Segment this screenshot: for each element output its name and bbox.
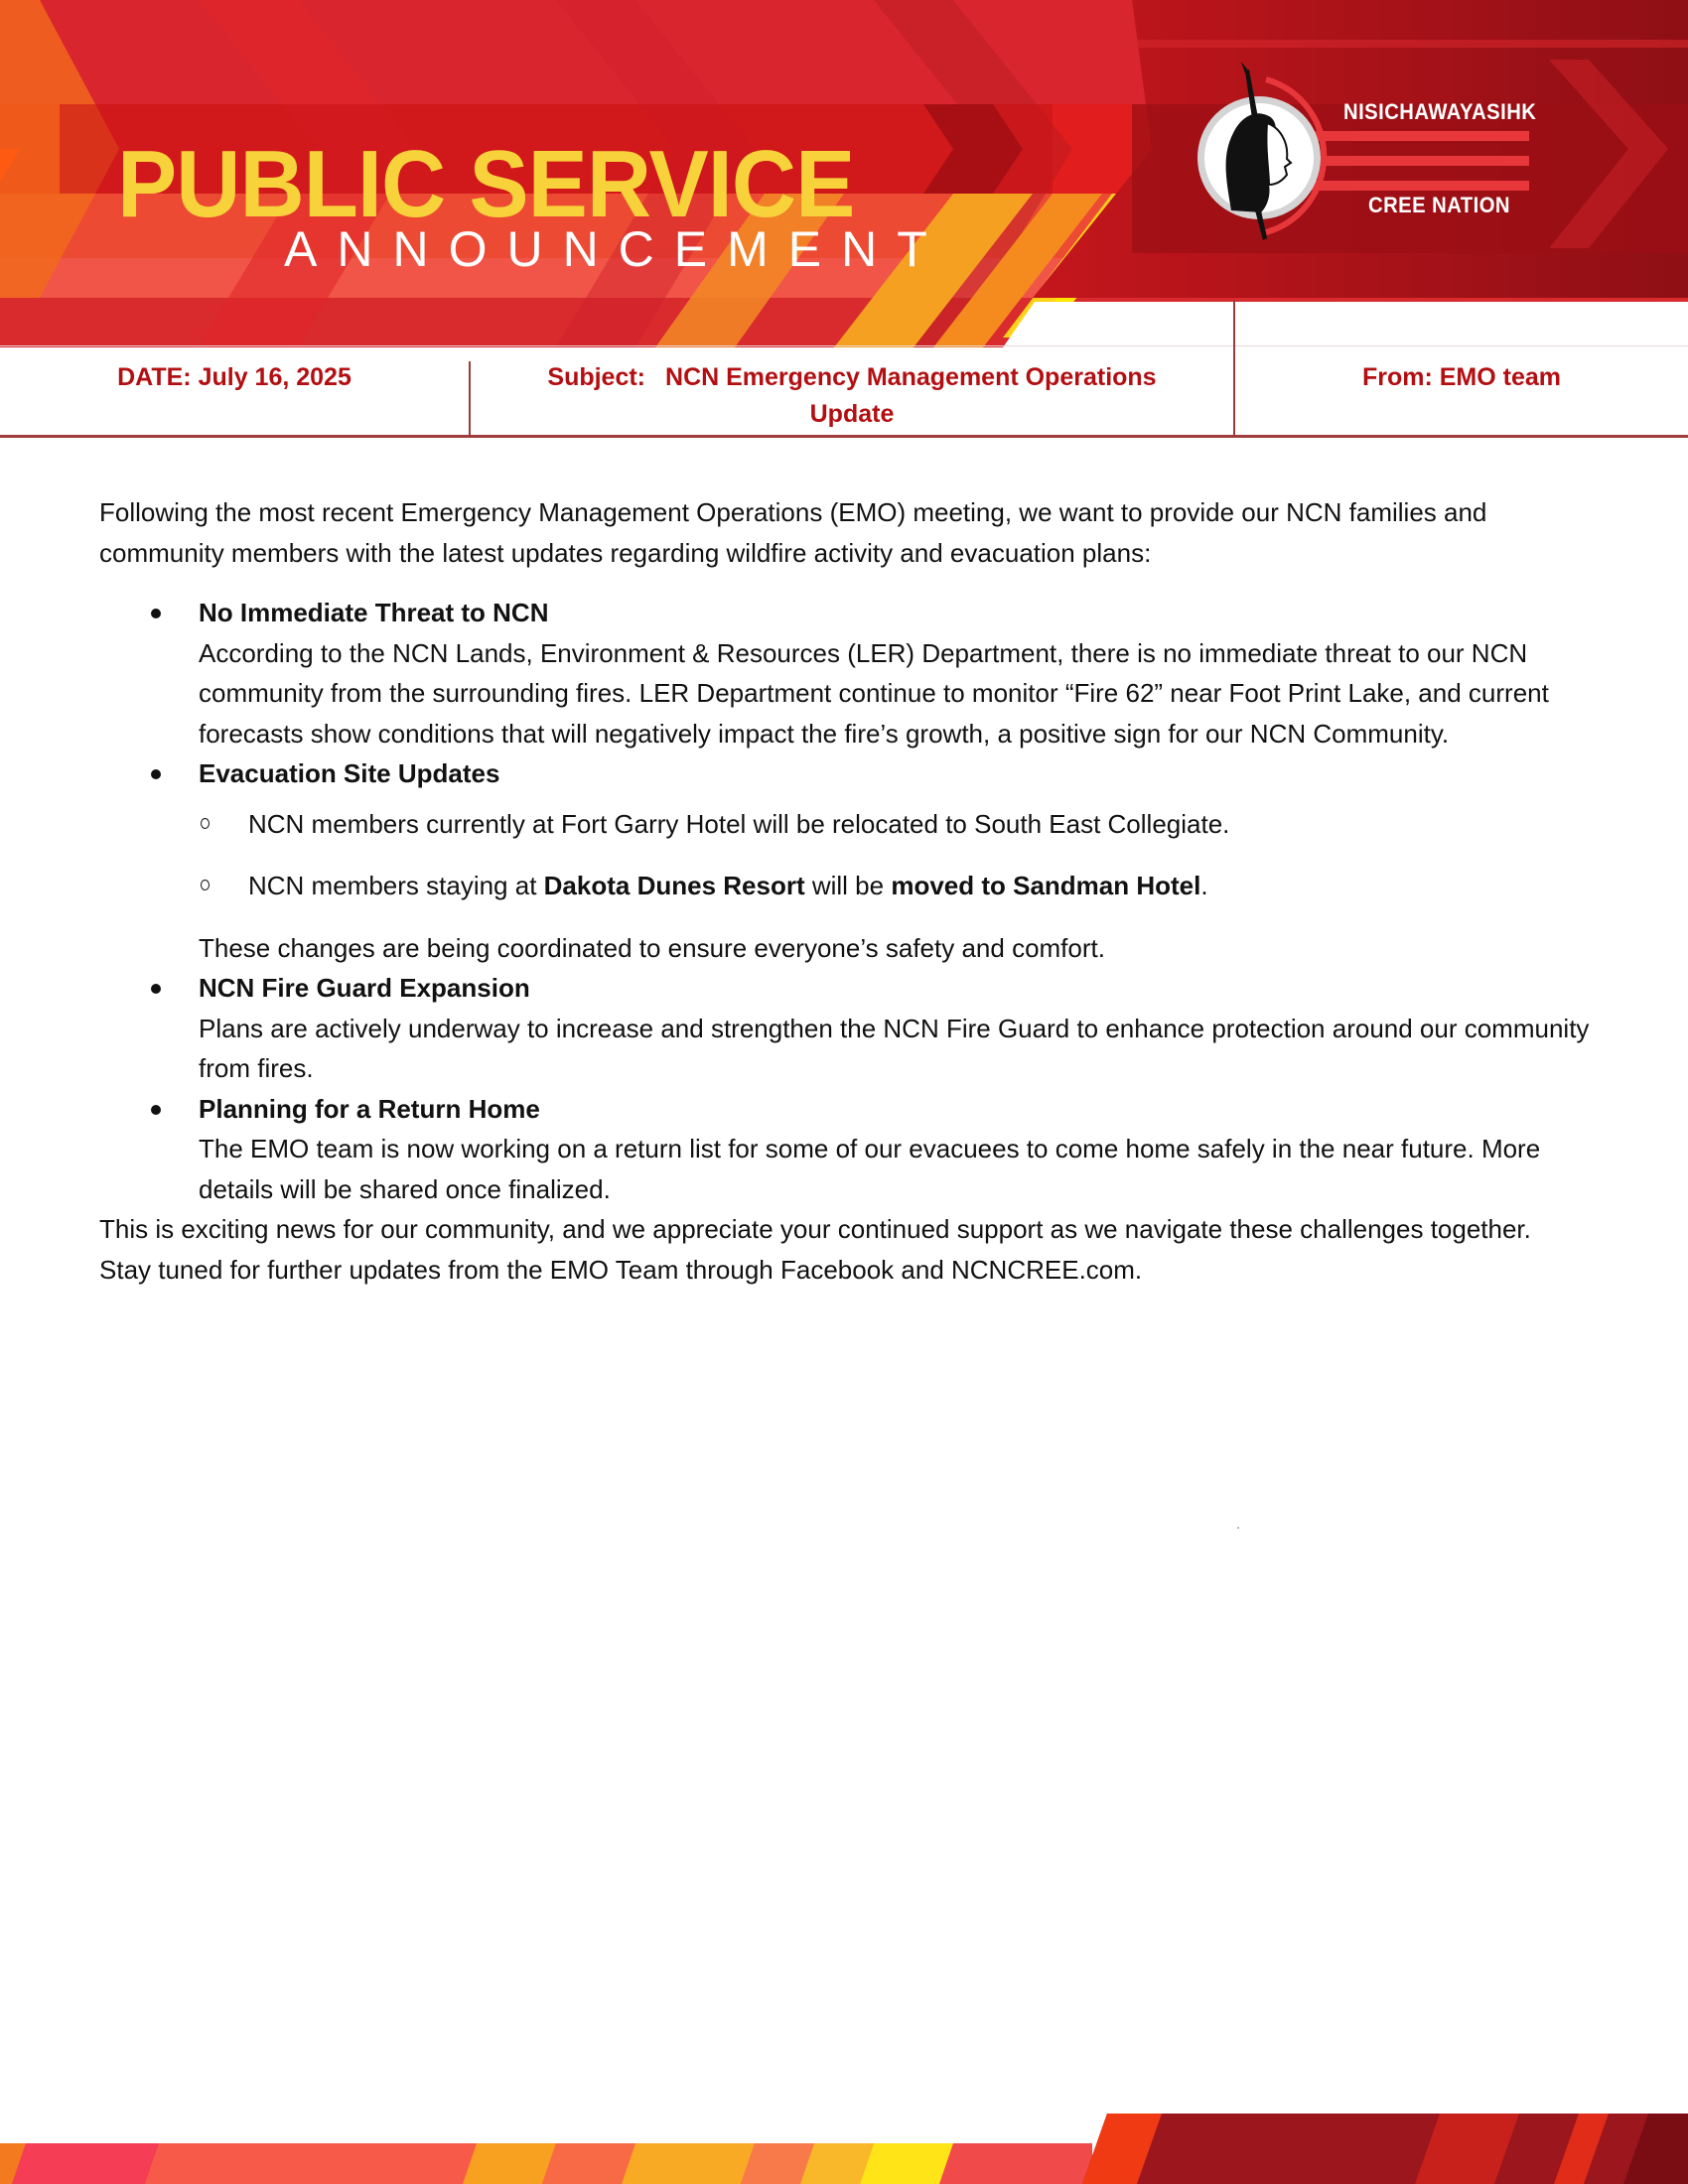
subject-line-2: Update: [809, 400, 895, 428]
stray-mark: [1237, 1527, 1239, 1529]
logo-name-top: NISICHAWAYASIHK: [1343, 99, 1537, 124]
sub-item-bold-destination: moved to Sandman Hotel: [891, 871, 1201, 900]
subject-field: [471, 359, 1233, 433]
evacuation-note: These changes are being coordinated to ensure everyone’s safety and comfort.: [199, 932, 1105, 963]
subject-line-1: NCN Emergency Management Operations: [665, 363, 1157, 391]
psa-title: PUBLIC SERVICE: [117, 131, 855, 237]
logo-name-bottom: CREE NATION: [1368, 193, 1511, 217]
list-item: [99, 968, 1609, 1089]
bullet-icon: [151, 984, 161, 994]
bullet-text: The EMO team is now working on a return list for some of our evacuees to come home safely in the near future. More details will be shared once finalized.: [199, 1134, 1541, 1204]
sub-list: [99, 804, 1609, 906]
footer-band: [0, 2105, 1688, 2184]
date-field: DATE: July 16, 2025: [117, 363, 352, 391]
subject-label: Subject:: [547, 363, 646, 391]
sub-item-prefix: NCN members staying at: [248, 871, 544, 900]
from-field: From: EMO team: [1361, 363, 1562, 391]
circle-bullet-icon: [201, 818, 210, 829]
bullet-title: Planning for a Return Home: [199, 1093, 540, 1124]
psa-subtitle: ANNOUNCEMENT: [284, 221, 947, 277]
bullet-title: Evacuation Site Updates: [199, 758, 500, 788]
info-bar: [0, 345, 1688, 438]
list-item: [99, 593, 1609, 753]
sub-item-middle: will be: [804, 871, 892, 900]
sub-item-suffix: .: [1200, 871, 1208, 900]
list-item: [99, 1089, 1609, 1210]
sub-item-bold-location: Dakota Dunes Resort: [543, 871, 805, 900]
sub-item-text: NCN members currently at Fort Garry Hotel will be relocated to South East Collegiate.: [248, 808, 1230, 839]
bullet-title: No Immediate Threat to NCN: [199, 598, 549, 627]
header-banner: [0, 0, 1688, 347]
bullet-icon: [151, 769, 161, 779]
announcement-body: [99, 492, 1609, 1290]
bullet-text: Plans are actively underway to increase and strengthen the NCN Fire Guard to enhance protection around our community from fires.: [199, 1013, 1590, 1083]
list-item: [99, 753, 1609, 794]
closing-paragraph: This is exciting news for our community, and we appreciate your continued support as we navigate these challenges together.: [99, 1214, 1531, 1244]
info-divider: [469, 361, 471, 437]
ncn-logo: [1172, 62, 1569, 250]
intro-paragraph: Following the most recent Emergency Management Operations (EMO) meeting, we want to provide our NCN families and community members with the latest updates regarding wildfire activity and evacuation plans:: [99, 497, 1487, 568]
sub-list-item: [99, 804, 1609, 845]
circle-bullet-icon: [201, 880, 210, 890]
stay-tuned-paragraph: Stay tuned for further updates from the EMO Team through Facebook and NCNCREE.com.: [99, 1254, 1143, 1285]
bullet-title: NCN Fire Guard Expansion: [199, 973, 530, 1003]
info-divider: [1233, 300, 1235, 437]
footer-stripes: [0, 2105, 1688, 2184]
bullet-icon: [151, 609, 161, 618]
sub-list-item: [99, 866, 1609, 906]
bullet-text: According to the NCN Lands, Environment & Resources (LER) Department, there is no immediate threat to our NCN community from the surrounding fires. LER Department continue to monitor “Fire 62” near Foot Print Lake, and current forecasts show conditions that will negatively impact the fire’s growth, a positive sign for our NCN Community.: [199, 637, 1549, 749]
bullet-icon: [151, 1105, 161, 1115]
